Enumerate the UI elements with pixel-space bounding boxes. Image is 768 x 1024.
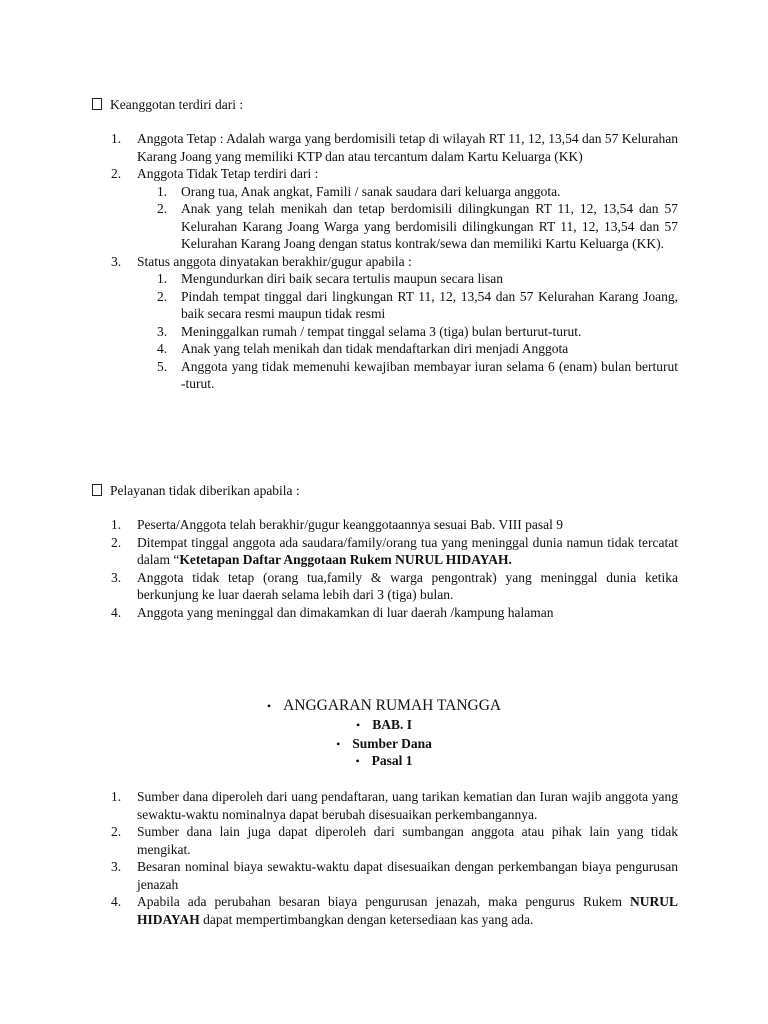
sub-item-text: Mengundurkan diri baik secara tertulis maupun secara lisan: [181, 271, 504, 286]
checkbox-bullet-icon: [92, 98, 102, 110]
list-item: [0, 534, 678, 569]
sub-list: [137, 183, 678, 253]
list-item: [0, 604, 678, 622]
item-number: 4.: [111, 894, 122, 909]
checkbox-bullet-icon: [92, 484, 102, 496]
art-title: [0, 697, 768, 716]
section-heading-text: Pelayanan tidak diberikan apabila :: [110, 483, 300, 498]
sub-list-item: [137, 200, 678, 253]
item-text: Sumber dana diperoleh dari uang pendaftaran, uang tarikan kematian dan Iuran wajib anggota yang sewaktu-waktu nominalnya dapat berubah disesuaikan perkembangannya.: [137, 789, 678, 822]
item-number: 3.: [111, 859, 122, 874]
item-text: Peserta/Anggota telah berakhir/gugur keanggotaannya sesuai Bab. VIII pasal 9: [137, 517, 563, 532]
item-number: 2.: [111, 166, 122, 181]
item-number: 1.: [111, 789, 122, 804]
list-item: [0, 130, 678, 165]
bab-heading-text: BAB. I: [372, 717, 412, 732]
sub-item-number: 2.: [157, 201, 168, 216]
list-item: [0, 858, 678, 893]
item-text: Besaran nominal biaya sewaktu-waktu dapat disesuaikan dengan perkembangan biaya pengurusan jenazah: [137, 859, 678, 892]
section-heading-pelayanan: [92, 482, 300, 500]
item-number: 4.: [111, 604, 122, 620]
pasal-heading-text: Pasal 1: [371, 753, 413, 768]
item-number: 3.: [111, 253, 122, 269]
bullet-icon: •: [355, 754, 360, 768]
sumber-dana-list: [0, 788, 678, 928]
item-text: Anggota Tidak Tetap terdiri dari :: [137, 166, 319, 181]
item-number: 1.: [111, 517, 122, 532]
sub-item-text: Pindah tempat tinggal dari lingkungan RT 11, 12, 13,54 dan 57 Kelurahan Karang Joang, baik secara resmi maupun tidak resmi: [181, 288, 678, 321]
section-heading-keanggotaan: [92, 96, 243, 114]
sub-item-number: 5.: [157, 358, 168, 374]
bab-heading: [0, 716, 768, 735]
keanggotaan-list: [0, 130, 678, 393]
sub-item-text: Orang tua, Anak angkat, Famili / sanak saudara dari keluarga anggota.: [181, 183, 561, 199]
item-bold-text: Ketetapan Daftar Anggotaan Rukem NURUL HIDAYAH.: [179, 552, 512, 567]
item-number: 2.: [111, 534, 122, 550]
bullet-icon: •: [266, 699, 272, 713]
sub-item-number: 4.: [157, 341, 168, 356]
sub-list: [137, 270, 678, 393]
sub-item-number: 3.: [157, 323, 168, 339]
item-number: 1.: [111, 131, 122, 146]
item-text: Anggota Tetap : Adalah warga yang berdomisili tetap di wilayah RT 11, 12, 13,54 dan 57 Kelurahan Karang Joang yang memiliki KTP dan atau tercantum dalam Kartu Keluarga (KK): [137, 131, 679, 164]
list-item: [0, 516, 678, 534]
sub-list-item: [137, 323, 678, 341]
list-item: [0, 893, 678, 928]
pelayanan-list: [0, 516, 678, 621]
item-text: Anggota yang meninggal dan dimakamkan di luar daerah /kampung halaman: [137, 604, 554, 620]
item-text: Ditempat tinggal anggota ada saudara/family/orang tua yang meninggal dunia namun tidak tercatat dalam “: [137, 534, 678, 567]
item-number: 3.: [111, 569, 122, 585]
list-item: [0, 823, 678, 858]
item-text: Anggota tidak tetap (orang tua,family & warga pengontrak) yang meninggal dunia ketika berkunjung ke luar daerah selama lebih dari 3 (tiga) bulan.: [137, 569, 678, 602]
item-text: Status anggota dinyatakan berakhir/gugur apabila :: [137, 253, 412, 269]
item-text-after: dapat mempertimbangkan dengan ketersediaan kas yang ada.: [199, 911, 534, 927]
sub-item-text: Anak yang telah menikah dan tidak mendaftarkan diri menjadi Anggota: [181, 341, 569, 356]
bullet-icon: •: [356, 718, 361, 732]
sub-item-text: Anak yang telah menikah dan tetap berdomisili dilingkungan RT 11, 12, 13,54 dan 57 Kelurahan Karang Joang Warga yang berdomisili dilingkungan RT 11, 12, 13,54 dan 57 Kelurahan Karang Joang dengan status kontrak/sewa dan memiliki Kartu Keluarga (KK).: [181, 201, 678, 251]
sub-item-number: 1.: [157, 271, 168, 286]
list-item: [0, 569, 678, 604]
sub-list-item: [137, 183, 678, 201]
item-text: Sumber dana lain juga dapat diperoleh dari sumbangan anggota atau pihak lain yang tidak mengikat.: [137, 824, 678, 857]
sub-item-number: 2.: [157, 288, 168, 304]
pasal-heading: [0, 752, 768, 771]
sub-list-item: [137, 270, 678, 288]
sub-item-text: Meninggalkan rumah / tempat tinggal selama 3 (tiga) bulan berturut-turut.: [181, 323, 582, 339]
art-title-text: ANGGARAN RUMAH TANGGA: [283, 697, 502, 714]
sub-item-number: 1.: [157, 183, 168, 199]
bullet-icon: •: [336, 737, 341, 751]
sub-list-item: [137, 340, 678, 358]
item-text: Apabila ada perubahan besaran biaya pengurusan jenazah, maka pengurus Rukem: [137, 894, 630, 909]
list-item: [0, 253, 678, 393]
list-item: [0, 788, 678, 823]
item-bold-text: NURUL HIDAYAH: [137, 894, 678, 927]
sub-list-item: [137, 288, 678, 323]
sub-item-text: Anggota yang tidak memenuhi kewajiban membayar iuran selama 6 (enam) bulan berturut -turut.: [181, 358, 678, 391]
sub-list-item: [137, 358, 678, 393]
section-heading-text: Keanggotan terdiri dari :: [110, 97, 244, 112]
sumber-dana-heading: [0, 735, 768, 754]
list-item: [0, 165, 678, 253]
item-number: 2.: [111, 824, 122, 839]
sumber-dana-heading-text: Sumber Dana: [352, 736, 432, 751]
